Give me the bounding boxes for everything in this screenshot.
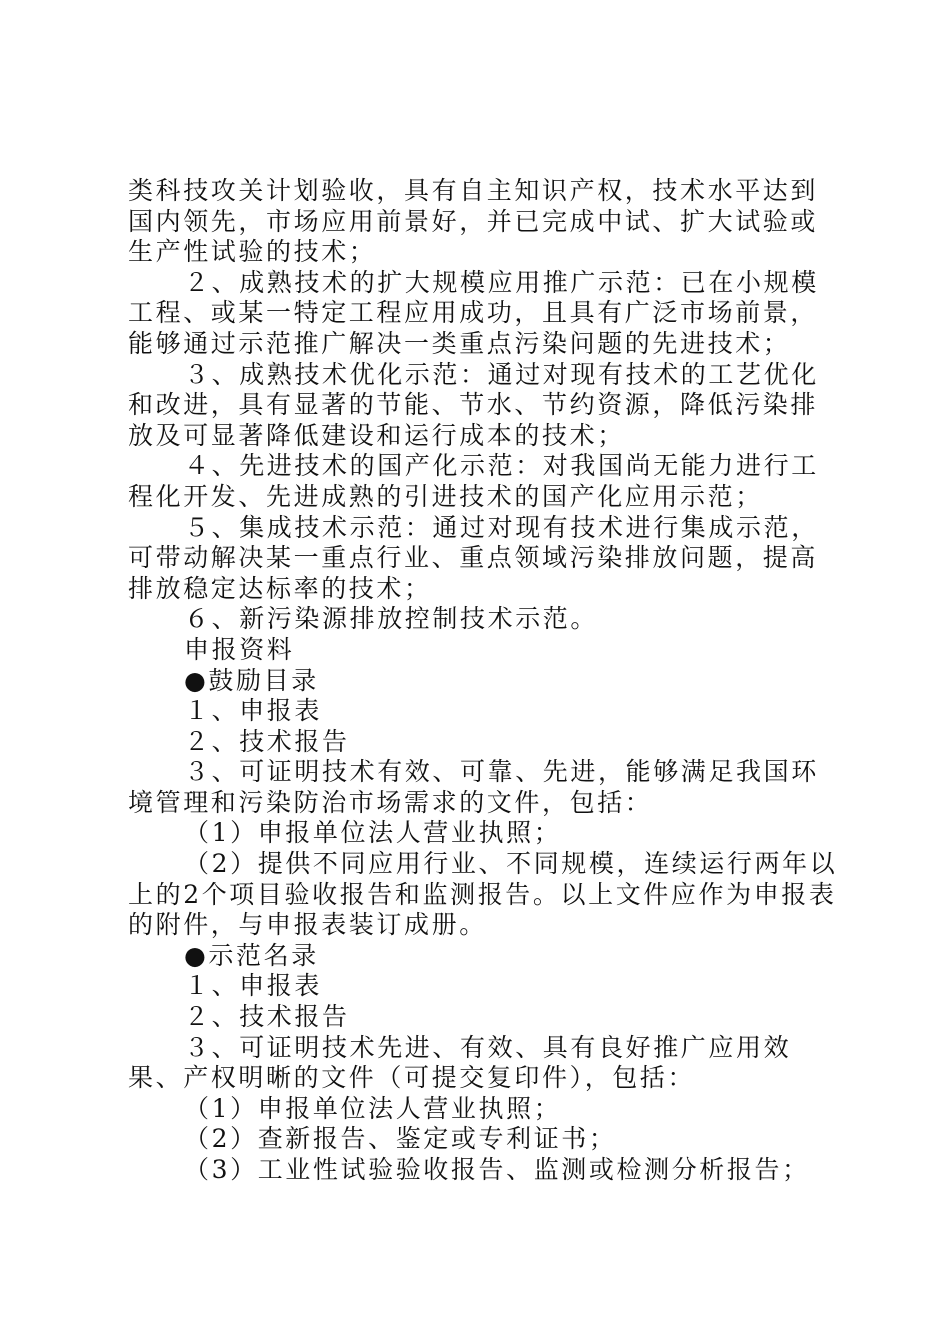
list-item: ３、可证明技术有效、可靠、先进，能够满足我国环境管理和污染防治市场需求的文件，包括：: [128, 757, 819, 817]
document-body: [128, 176, 840, 1186]
list-item: １、申报表: [184, 696, 323, 726]
paragraph: ３、成熟技术优化示范：通过对现有技术的工艺优化和改进，具有显著的节能、节水、节约资源，降低污染排放及可显著降低建设和运行成本的技术；: [128, 359, 819, 450]
list-item: ３、可证明技术先进、有效、具有良好推广应用效果、产权明晰的文件（可提交复印件），包括：: [128, 1032, 792, 1093]
list-item: １、申报表: [184, 971, 323, 1001]
paragraph: ４、先进技术的国产化示范：对我国尚无能力进行工程化开发、先进成熟的引进技术的国产化应用示范；: [128, 451, 819, 511]
sub-list-item: （1）申报单位法人营业执照；: [184, 818, 562, 848]
paragraph: ５、集成技术示范：通过对现有技术进行集成示范，可带动解决某一重点行业、重点领域污染排放问题，提高排放稳定达标率的技术；: [128, 512, 819, 603]
bullet-heading: ●鼓励目录: [184, 665, 319, 695]
sub-list-item: （2）查新报告、鉴定或专利证书；: [184, 1124, 617, 1154]
paragraph: 类科技攻关计划验收，具有自主知识产权，技术水平达到国内领先，市场应用前景好，并已完成中试、扩大试验或生产性试验的技术；: [128, 176, 819, 267]
bullet-heading: ●示范名录: [184, 940, 319, 970]
sub-list-item: （2）提供不同应用行业、不同规模，连续运行两年以上的2个项目验收报告和监测报告。以上文件应作为申报表的附件，与申报表装订成册。: [128, 849, 838, 940]
sub-list-item: （3）工业性试验验收报告、监测或检测分析报告；: [184, 1155, 810, 1184]
list-item: ２、技术报告: [184, 726, 350, 756]
list-item: ２、技术报告: [184, 1002, 350, 1032]
sub-list-item: （1）申报单位法人营业执照；: [184, 1093, 562, 1123]
paragraph: ６、新污染源排放控制技术示范。: [184, 604, 599, 634]
paragraph: ２、成熟技术的扩大规模应用推广示范：已在小规模工程、或某一特定工程应用成功，且具有广泛市场前景，能够通过示范推广解决一类重点污染问题的先进技术；: [128, 267, 819, 358]
section-heading: 申报资料: [184, 634, 295, 664]
